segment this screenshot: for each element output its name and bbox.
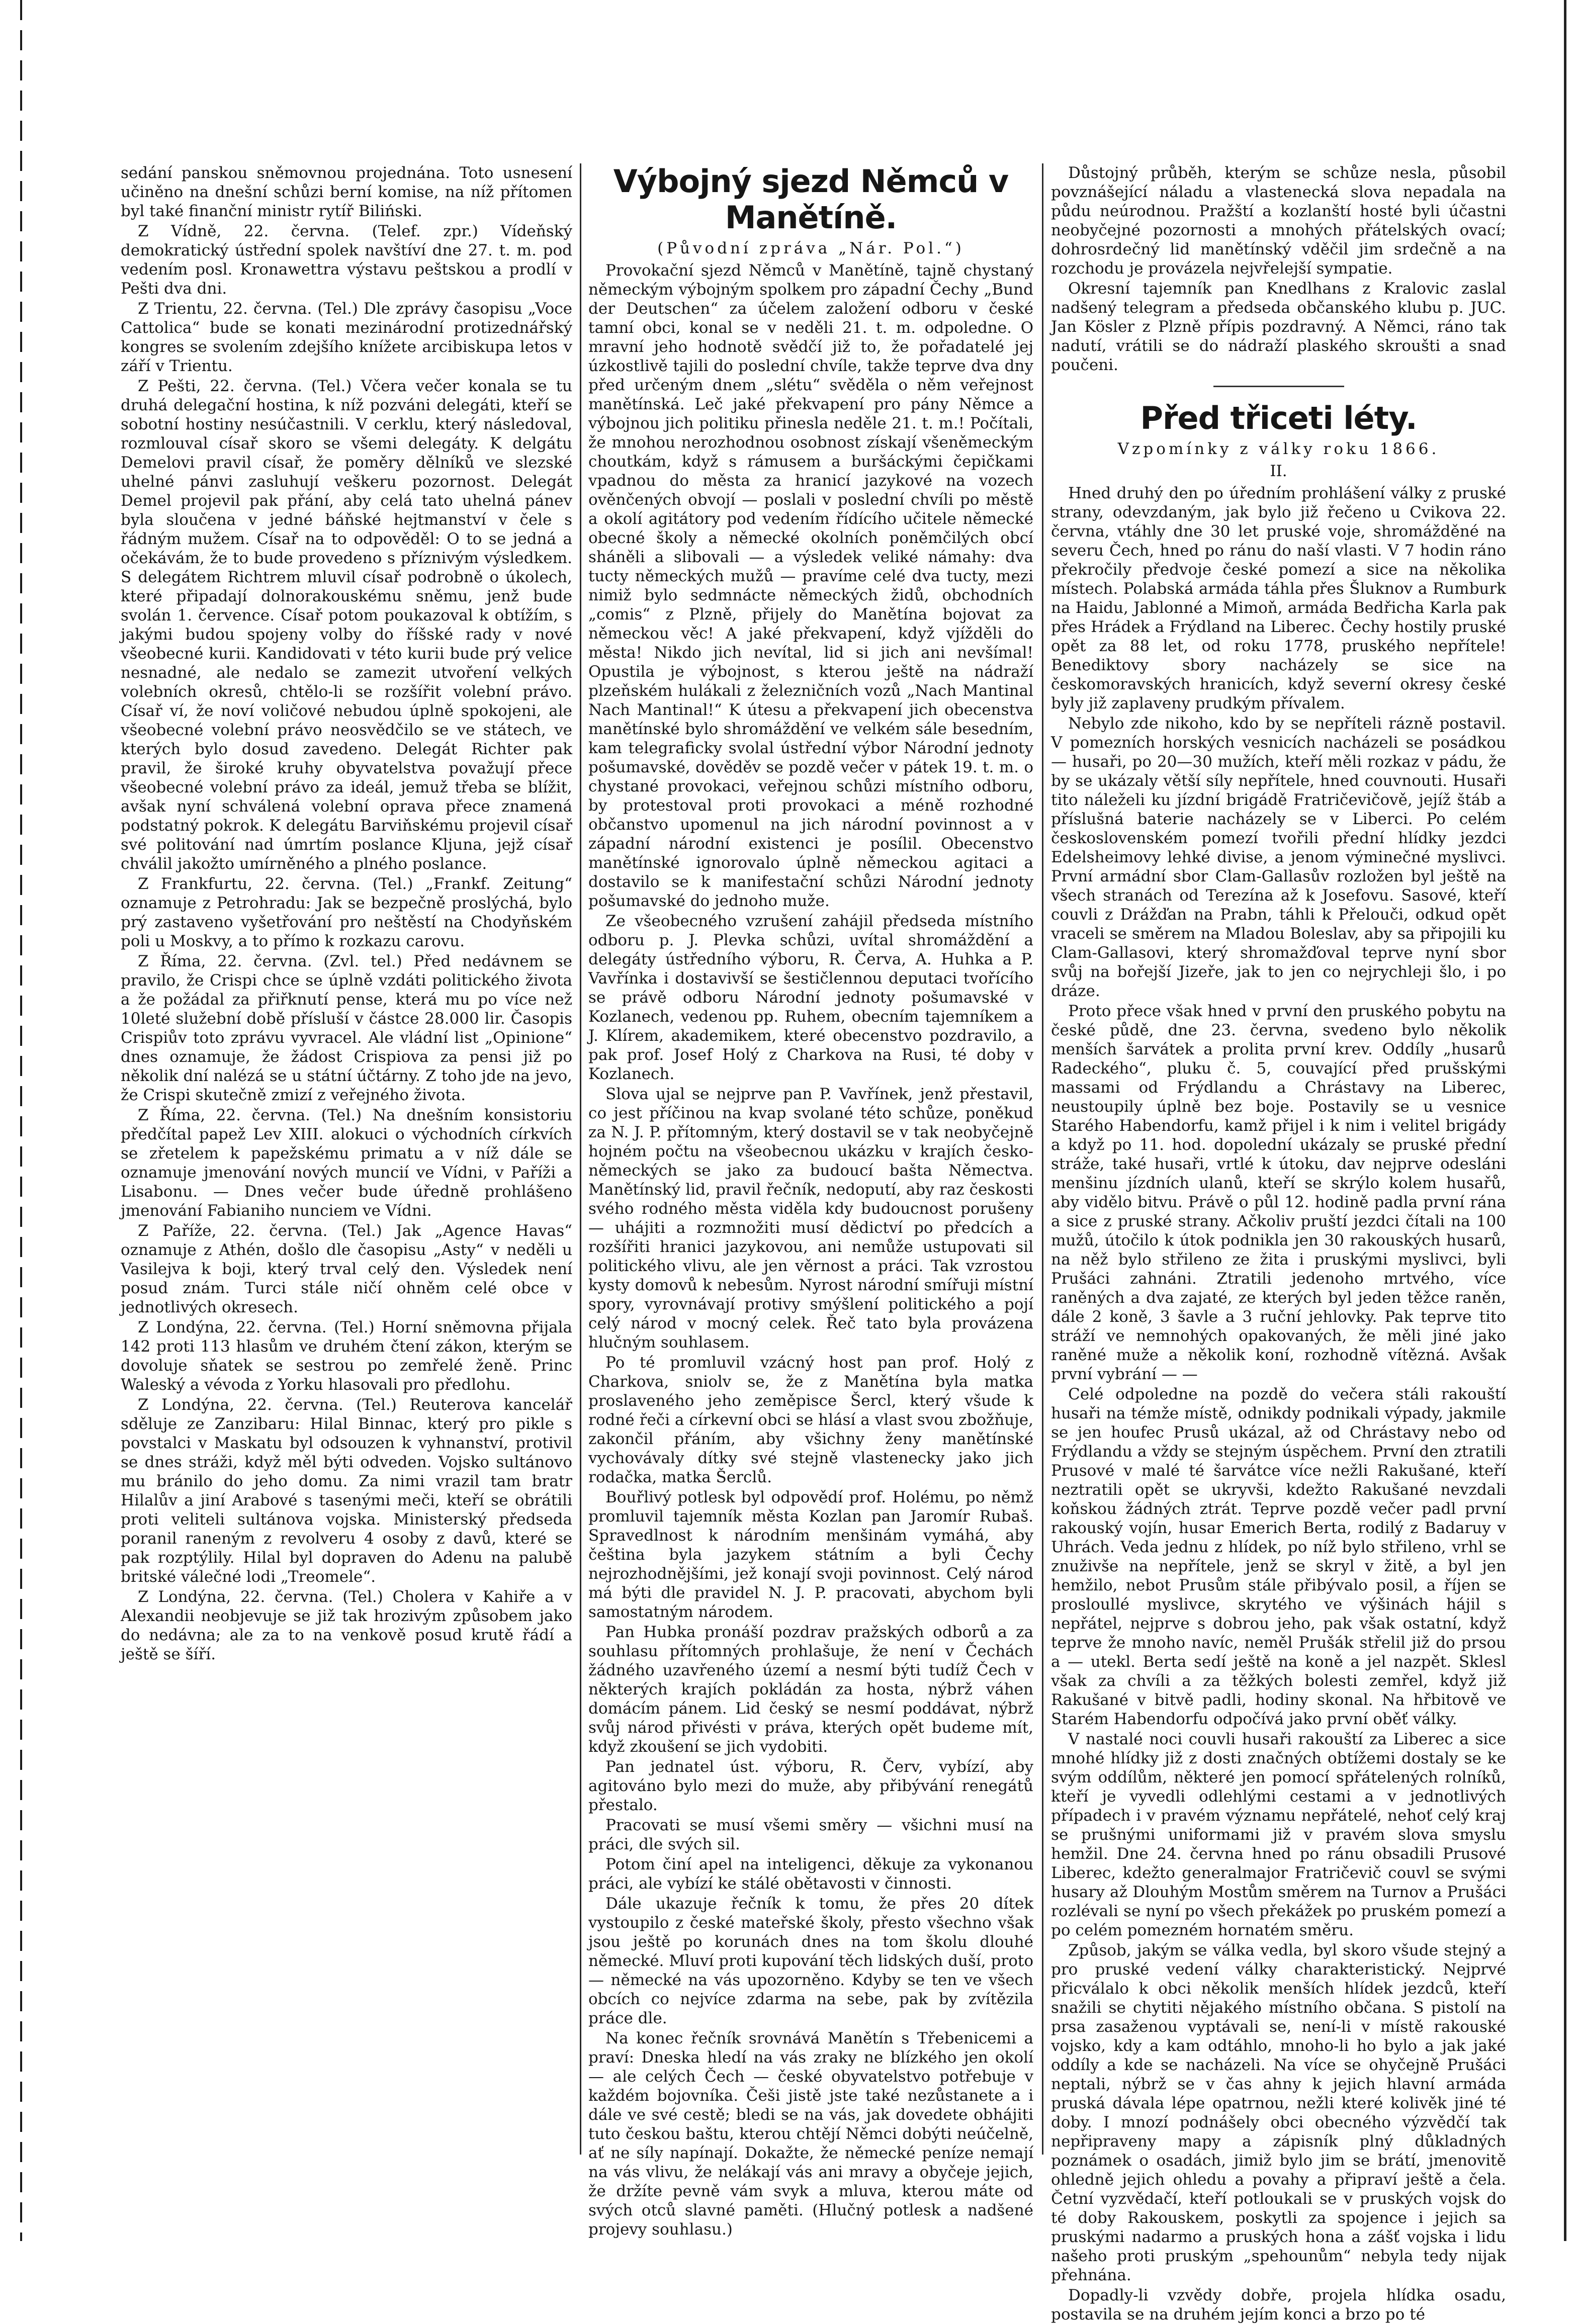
paragraph: V nastalé noci couvli husaři rakouští za Liberec a sice mnohé hlídky již z dosti značných obtížemi dostaly se ke svým oddílům, některé jen pomocí spřátelených rolníků, kteří je vyvedli odlehlými cestami a v jednotlivých případech i v pravém významu nepřátelé, nehoť celý kraj se prušnými uniformami již v pravém slova smyslu hemžil. Dne 24. června hned po ránu obsadili Prusové Liberec, kdežto generalmajor Fratričevič couvl se svými husary až Dlouhým Mostům směrem na Turnov a Prušáci rozlévali se nyní po všech překážek po pruském pomezí a po celém pomezném hornatém směru. (1051, 1730, 1506, 1939)
article-subhead: (Původní zpráva „Nár. Pol.“) (657, 239, 965, 257)
paragraph: Z Trientu, 22. června. (Tel.) Dle zprávy časopisu „Voce Cattolica“ bude se konati mezinárodní protizednářský kongres se svolením zdejšího knížete arcibiskupa letos v září v Trientu. (121, 300, 572, 375)
paragraph: Z Frankfurtu, 22. června. (Tel.) „Frankf. Zeitung“ oznamuje z Petrohradu: Jak se bezpečně proslýchá, bylo prý zastaveno vyšetřování pro neštěstí na Chodyňském poli u Moskvy, a to přímo k rozkazu carovu. (121, 875, 572, 950)
paragraph: Bouřlivý potlesk byl odpovědí prof. Holému, po němž promluvil tajemník města Kozlan pan Jaromír Rubaš. Spravedlnost k národním menšinám vymáhá, aby čeština byla jazykem státním a byli Čechy nejrozhodnějšími, jež konají svoji povinnost. Celý národ má býti dle pravidel N. J. P. pracovati, abychom byli samostatným národem. (588, 1488, 1033, 1621)
paragraph: Pracovati se musí všemi směry — všichni musí na práci, dle svých sil. (588, 1816, 1033, 1853)
column-rule (1042, 163, 1043, 2155)
scan-edge-left (20, 0, 22, 2241)
paragraph: Na konec řečník srovnává Manětín s Třebenicemi a praví: Dneska hledí na vás zraky ne blízkého jen okolí — ale celých Čech — české obyvatelstvo potřebuje v každém bojovníka. Češi jistě jste také nezůstanete a i dále ve své cestě; bledi se na vás, jak dovedete obhájiti tuto českou baštu, kterou chtějí Němci dobýti neúčelně, ať ne síly napínají. Dokažte, že německé peníze nemají na vás vlivu, že nelákají vás ani mravy a obyčeje jejich, že držíte pevně vám svyk a mluva, kterou máte od svých otců slavné paměti. (Hlučný potlesk a nadšené projevy souhlasu.) (588, 2029, 1033, 2239)
section-divider (1213, 386, 1344, 387)
paragraph: Hned druhý den po úředním prohlášení války z pruské strany, odevzdaným, jak bylo již řečeno u Cvikova 22. června, vtáhly dne 30 let pruské voje, shromážděné na severu Čech, hned po ránu do naší vlasti. V 7 hodin ráno překročily předvoje české pomezí a sice na několika místech. Polabská armáda táhla přes Šluknov a Rumburk na Haidu, Jablonné a Mimoň, armáda Bedřicha Karla pak přes Hrádek a Frýdland na Liberec. Čechy hostily pruské opět za 88 let, od roku 1778, pruského nepřítele! Benediktovy sbory nacházely se sice na českomoravských hranicích, když severní okresy české byly již zaplaveny prudkým přívalem. (1051, 484, 1506, 712)
paragraph: sedání panskou sněmovnou projednána. Toto usnesení učiněno na dnešní schůzi berní komise, na níž přítomen byl také finanční ministr rytíř Biliński. (121, 164, 572, 220)
paragraph: Z Říma, 22. června. (Tel.) Na dnešním konsistoriu předčítal papež Lev XIII. alokuci o východních církvích se zřetelem k papežskému primatu a v níž dále se oznamuje jmenování nových muncií ve Vídni, v Paříži a Lisabonu. — Dnes večer bude úředně prohlášeno jmenování Fabianiho nunciem ve Vídni. (121, 1106, 572, 1220)
paragraph: Okresní tajemník pan Knedlhans z Kralovic zaslal nadšený telegram a předseda občanského klubu p. JUC. Jan Kösler z Plzně přípis pozdravný. A Němci, ráno tak nadutí, vrátili se do nádraží plaského skroušti a snad poučeni. (1051, 280, 1506, 374)
paragraph: Potom činí apel na inteligenci, děkuje za vykonanou práci, ale vybízí ke stálé obětavosti v činnosti. (588, 1855, 1033, 1893)
paragraph: Důstojný průběh, kterým se schůze nesla, působil povznášející náladu a vlastenecká slova nepadala na půdu neúrodnou. Pražští a kozlanští hosté byli účastni neobyčejné pozornosti a mnohých přátelských ovací; dohrosrdečný lid manětínský vděčil jim srdečně a na rozchodu je provázela nejvřelejší sympatie. (1051, 164, 1506, 278)
paragraph: Z Vídně, 22. června. (Telef. zpr.) Vídeňský demokratický ústřední spolek navštíví dne 27. t. m. pod vedením posl. Kronawettra výstavu peštskou a prodlí v Pešti dva dni. (121, 222, 572, 298)
article-continuation (1051, 163, 1506, 375)
paragraph: Z Paříže, 22. června. (Tel.) Jak „Agence Havas“ oznamuje z Athén, došlo dle časopisu „Asty“ v neděli u Vasilejva k boji, který trval celý den. Výsledek není posud znám. Turci stále ničí ohněm celé obce v jednotlivých okresech. (121, 1222, 572, 1316)
paragraph: Dále ukazuje řečník k tomu, že přes 20 dítek vystoupilo z české mateřské školy, přesto všechno však jsou ještě po korunách dnes na tom školu dlouhé německé. Mluví proti kupování těch lidských duší, proto — německé na vás upozorněno. Kdyby se ten ve všech obcích co nejvíce zdarma na sebe, pak by zvítězila práce dle. (588, 1895, 1033, 2027)
paragraph: Způsob, jakým se válka vedla, byl skoro všude stejný a pro pruské vedení války charakteristický. Nejprvé přicválalo k obci několik menších hlídek jezdců, kteří snažili se chytiti nějakého místního občana. S pistolí na prsa zasaženou vyptávali se, není-li v místě rakouské vojsko, kdy a kam odtáhlo, mnoho-li ho bylo a jak jaké oddíly a kde se nacházeli. Na více se ohyčejně Prušáci neptali, nýbrž se v čas ahny k jejich hlavní armáda pruská dávala lépe opatrnou, nežli které kolivěk jiné té doby. I mnozí podnášely obci obecného výzvědčí tak nepřipraveny mapy a zápisník plný důkladných poznámek o osadách, jimiž bylo jim se brátí, jmenovitě ohledně jejich ohledu a povahy a připraví ještě a čela. Četní vyzvědačí, kteří potloukali se v pruských vojsk do té doby Rakouskem, poskytli za spojence i jejich sa pruskými nadarmo a pruských hona a zášť vojska i lidu našeho proti pruským „spehounům“ nebyla tedy nijak přehnána. (1051, 1941, 1506, 2284)
paragraph: Z Říma, 22. června. (Zvl. tel.) Před nedávnem se pravilo, že Crispi chce se úplně vzdáti politického života a že požádal za přiřknutí pense, která mu po více než 10leté služební době přísluší v částce 28.000 lir. Časopis Crispiův toto zprávu vyvracel. Ale vládní list „Opinione“ dnes oznamuje, že žádost Crispiova za pensi již po několik dní nalézá se u státní účtárny. Z toho jde na jevo, že Crispi skutečně zmizí z veřejného života. (121, 952, 572, 1104)
section-number: II. (1270, 462, 1287, 480)
column-manetin-article (588, 163, 1033, 2239)
paragraph: Slova ujal se nejprve pan P. Vavřínek, jenž přestavil, co jest příčinou na kvap svolané této schůze, poněkud za N. J. P. přítomným, který dostavil se v tak neobyčejně hojném počtu na všeobecnou ukázku v krajích česko-německých se jako za budoucí bašta Němectva. Manětínský lid, pravil řečník, nedoputí, aby raz českosti svého rodného města viděla kdy budoucnost porušeny — uhájiti a rozmnožiti musí dědictví po předcích a rozšířiti hranici jazykovou, ani nemůže ustupovati sil politického vlivu, ale jen věrnost a práci. Tak vzrostou kysty domovů k nebesům. Nyrost národní smířuji místní spory, vyrovnávají protivy smýšlení politického a pojí celý národ v mocný celek. Řeč tato byla provázena hlučným souhlasem. (588, 1085, 1033, 1352)
column-news-briefs (121, 163, 572, 2155)
article-body (588, 261, 1033, 2239)
article-headline: Výbojný sjezd Němců v Manětíně. (613, 163, 1009, 236)
feuilleton-body (1051, 484, 1506, 2324)
paragraph: Pan jednatel úst. výboru, R. Červ, vybízí, aby agitováno bylo mezi do muže, aby přibývání renegátů přestalo. (588, 1758, 1033, 1814)
feuilleton-headline: Před třiceti léty. (1140, 400, 1417, 436)
column-rule (580, 163, 581, 2155)
paragraph: Celé odpoledne na pozdě do večera stáli rakouští husaři na témže místě, odnikdy podnikali výpady, jakmile se jen houfec Prusů ukázal, až od Chrástavy nebo od Frýdlandu a vždy se stejným úspěchem. První den ztratili Prusové v malé té šarvátce více nežli Rakušané, kteří neztratili opět se ukryvši, kdežto Rakušané nevzdali koňskou žádných ztrát. Teprve pozdě večer padl první rakouský vojín, husar Emerich Berta, rodilý z Badaruy v Uhrách. Veda jednu z hlídek, po níž bylo střileno, vrhl se znuživše na nepřítele, jenž se skryl v žitě, a byl jen hemžilo, nebot Prusům stále přibývalo posil, a říjen se prosloullé myslivce, skrytého ve výšinách hájil s nepřátel, nejprve s dobrou jeho, pak však ostatní, když teprve že mnoho navíc, neměl Prušák střelil již do prsou a — utekl. Berta sedí ještě na koně a jel nazpět. Sklesl však za chvíli a za těžkých bolesti zemřel, když již Rakušané v bitvě padli, hodiny skonal. Na hřbitově ve Starém Habendorfu odpočívá jako první oběť války. (1051, 1385, 1506, 1728)
paragraph: Dopadly-li vzvědy dobře, projela hlídka osadu, postavila se na druhém jejím konci a brzo po té (1051, 2286, 1506, 2323)
newspaper-page (121, 163, 1506, 2323)
scan-edge-right (1564, 0, 1566, 2241)
paragraph: Proto přece však hned v první den pruského pobytu na české půdě, dne 23. června, svedeno bylo několik menších šarvátek a prolita první krev. Oddíly „husarů Radeckého“, pluku č. 5, couvající před prušskými massami od Frýdlandu a Chrástavy na Liberec, neustoupily úplně bez boje. Postavily se u vesnice Starého Habendorfu, kamž přijel i k nim i velitel brigády a když po 11. hod. dopolední ukázaly se pruské přední stráže, také husaři, vrtlé k útoku, dav nejprve odesláni menšinu jízdních ulanů, kteří se skrýlo kolem husařů, aby vidělo bitvu. Právě o půl 12. hodině padla první rána a sice z pruské strany. Ačkoliv pruští jezdci čítali na 100 mužů, útočilo k útok podnikla jen 30 rakouských husarů, na něž bylo střileno ze žita i pruskými myslivci, byli Prušáci zahnáni. Ztratili jedenoho mrtvého, více raněných a dva zajaté, ze kterých byl jeden těžce raněn, dále 2 koně, 3 šavle a 3 ruční jehlovky. Pak teprve tito stráží ve nemnohých opakovaných, že měli jiné jako raněné muže a několik koní, rozhodně vítězná. Avšak první vybrání — — (1051, 1002, 1506, 1383)
paragraph: Po té promluvil vzácný host pan prof. Holý z Charkova, sniolv se, že z Manětína byla matka proslaveného jeho zeměpisce Šercl, který všude k rodné řeči a církevní obci se hlásí a vlast svou zbožňuje, zakončil přáním, aby všichny ženy manětínské vychovávaly dítky své stejně vlastenecky jako jich rodačka, matka Šerclů. (588, 1354, 1033, 1486)
paragraph: Z Londýna, 22. června. (Tel.) Cholera v Kahiře a v Alexandii neobjevuje se již tak hrozivým způsobem jako do nedávna; ale za to na venkově posud krutě řádí a ještě se šíří. (121, 1588, 572, 1663)
column-feuilleton (1051, 163, 1506, 2323)
paragraph: Ze všeobecného vzrušení zahájil předseda místního odboru p. J. Plevka schůzi, uvítal shromáždění a delegáty ústředního výboru, R. Červa, A. Huhka a P. Vavřínka i dostavivší se šestičlennou deputaci tvořícího se právě odboru Národní jednoty pošumavské v Kozlanech, vedenou pp. Ruhem, obecním tajemníkem a J. Klírem, akademikem, které obecenstvo pozdravilo, a pak prof. Josef Holý z Charkova na Rusi, té doby v Kozlanech. (588, 912, 1033, 1083)
paragraph: Nebylo zde nikoho, kdo by se nepříteli rázně postavil. V pomezních horských vesnicích nacházeli se posádkou — husaři, po 20—30 mužích, kteří měli rozkaz v pádu, že by se ukázaly větší síly nepřítele, hned couvnouti. Husaři tito náleželi ku jízdní brigádě Fratričevičově, jejíž štáb a příslušná baterie nacházely se v Liberci. Po celém československém pomezí tvořili přední hlídky jezdci Edelsheimovy lehké divise, a jenom výminečné myslivci. První armádní sbor Clam-Gallasův rozložen byl ještě na všech stranách od Terezína až k Josefovu. Sasové, kteří couvli z Drážďan na Prabn, táhli k Přelouči, odkud opět vraceli se směrem na Mladou Boleslav, aby sa připojili ku Clam-Gallasovi, který shromažďoval teprve nyní sbor svůj na bořejší Jizeře, jak to jen co nejrychleji šlo, i po dráze. (1051, 714, 1506, 1000)
feuilleton-subhead: Vzpomínky z války roku 1866. (1117, 440, 1440, 458)
paragraph: Provokační sjezd Němců v Manětíně, tajně chystaný německým výbojným spolkem pro západní Čechy „Bund der Deutschen“ za účelem založení odboru v české tamní obci, konal se v neděli 21. t. m. odpoledne. O mravní jeho hodnotě svědčí již to, že pořadatelé jej úzkostlivě tajili do poslední chvíle, takže teprve dva dny před určeným dnem „slétu“ svěděla o něm veřejnost manětínská. Leč jaké překvapení pro pány Němce a výbojnou jich politiku přinesla neděle 21. t. m.! Počítali, že mnohou nerozhodnou osobnost získají všeněmeckým choutkám, když s rámusem a buršáckými čepičkami vpadnou do města za hranicí jazykové na vozech ověnčených obvojí — poslali v poslední chvíli po městě a okolí agitátory pod vedením řídícího učitele německé obecné školy a německé okolních poněmčilých obcí sháněli a slibovali — a výsledek veliké námahy: dva tucty německých mužů — pravíme celé dva tucty, mezi nimiž bylo sedmnácte německých židů, obchodních „comis“ z Plzně, přijely do Manětína bojovat za německou věc! A jaké překvapení, když vjížděli do města! Nikdo jich nevítal, lid si jich ani nevšímal! Opustila je výbojnost, s kterou ještě na nádraží plzeňském hulákali z železničních vozů „Nach Mantinal Nach Mantinal!“ K útesu a překvapení jich obecenstva manětínské bylo shromáždění ve velkém sále besedním, kam telegraficky svolal ústřední výbor Národní jednoty pošumavské, dověděv se pozdě večer v pátek 19. t. m. o chystané provokaci, veřejnou schůzi místního odboru, by protestoval proti provokaci a méně rozhodné občanstvo upomenul na jich národní povinnost a v západní národní existenci je posílil. Obecenstvo manětínské ignorovalo úplně německou agitaci a dostavilo se k manifestační schůzi Národní jednoty pošumavské do jednoho muže. (588, 261, 1033, 910)
paragraph: Z Londýna, 22. června. (Tel.) Horní sněmovna přijala 142 proti 113 hlasům ve druhém čtení zákon, kterým se dovoluje sňatek se sestrou po zemřelé ženě. Princ Waleský a vévoda z Yorku hlasovali pro předlohu. (121, 1318, 572, 1394)
paragraph: Pan Hubka pronáší pozdrav pražských odborů a za souhlasu přítomných prohlašuje, že není v Čechách žádného uzavřeného území a nesmí býti tudíž Čech v některých krajích pokládán za hosta, nýbrž váhen domácím pánem. Lid český se nesmí poddávat, nýbrž svůj národ přivésti v práva, kterých opět budeme mít, když zkoušení se jich vydobiti. (588, 1623, 1033, 1756)
paragraph: Z Pešti, 22. června. (Tel.) Včera večer konala se tu druhá delegační hostina, k níž pozváni delegáti, kteří se sobotní hostiny nesúčastnili. V cerklu, který následoval, rozmlouval císař skoro se všemi delegáty. K delgátu Demelovi pravil císař, že poměry dělníků ve slezské uhelné pánvi zasluhují veškeru pozornost. Delegát Demel projevil pak přání, aby celá tato uhelná pánev byla sloučena v jedné báňské hejtmanství v čele s řádným mužem. Císař na to odpověděl: O to se jedná a očekávám, že to bude provedeno s příznivým výsledkem. S delegátem Richtrem mluvil císař podrobně o úkolech, které připadají dolnorakouskému sněmu, jenž bude svolán 1. července. Císař potom poukazoval k obtížím, s jakými budou spojeny volby do říšské rady v nové všeobecné kurii. Kandidovati v této kurii bude prý velice nesnadné, ale nedalo se zamezit utvoření velkých volebních okresů, chtělo-li se rozšířit volební právo. Císař ví, že noví voličové nebudou úplně spokojeni, ale všeobecné volební právo neosvědčilo se ve státech, ve kterých bylo dosud zavedeno. Delegát Richter pak pravil, že široké kruhy obyvatelstva považují přece všeobecné volební právo za ideál, jemuž třeba se blížit, avšak nyní schválená volební oprava přece znamená podstatný pokrok. K delegátu Barviňskému projevil císař své politování nad úmrtím poslance Kljuna, jejž císař chválil jakožto umírněného a plného poslance. (121, 377, 572, 873)
paragraph: Z Londýna, 22. června. (Tel.) Reuterova kancelář sděluje ze Zanzibaru: Hilal Binnac, který pro pikle s povstalci v Maskatu byl odsouzen k vyhnanství, protivil se dnes stráži, když měl býti odveden. Vojsko sultánovo mu bránilo do jeho domu. Za nimi vrazil tam bratr Hilalův a jiní Arabové s tasenými meči, kteří se obrátili proti veliteli sultánova vojska. Ministerský předseda poranil raneným z revolveru 4 osoby z davů, které se pak rozptýlily. Hilal byl dopraven do Adenu na palubě britské válečné lodi „Treomele“. (121, 1396, 572, 1586)
